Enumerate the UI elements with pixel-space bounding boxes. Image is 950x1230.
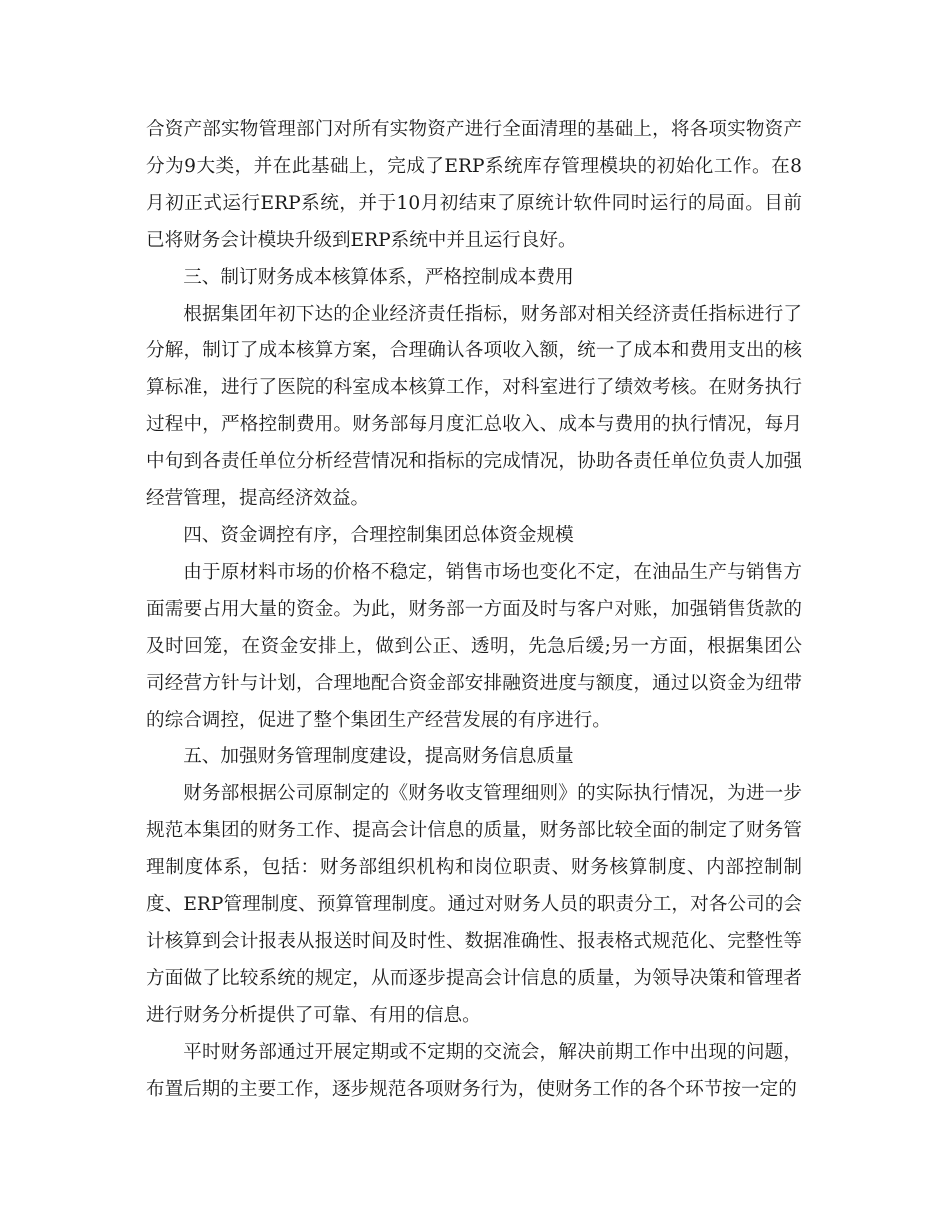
paragraph-fund-control: 由于原材料市场的价格不稳定，销售市场也变化不定，在油品生产与销售方面需要占用大量的资金。为此，财务部一方面及时与客户对账，加强销售货款的及时回笼，在资金安排上，做到公正、透明，先急后缓;另一方面，根据集团公司经营方针与计划，合理地配合资金部安排融资进度与额度，通过以资金为纽带的综合调控，促进了整个集团生产经营发展的有序进行。 <box>146 561 802 731</box>
section-heading-5: 五、加强财务管理制度建设，提高财务信息质量 <box>183 746 574 768</box>
paragraph-cost-accounting: 根据集团年初下达的企业经济责任指标，财务部对相关经济责任指标进行了分解，制订了成本核算方案，合理确认各项收入额，统一了成本和费用支出的核算标准，进行了医院的科室成本核算工作，对科室进行了绩效考核。在财务执行过程中，严格控制费用。财务部每月度汇总收入、成本与费用的执行情况，每月中旬到各责任单位分析经营情况和指标的完成情况，协助各责任单位负责人加强经营管理，提高经济效益。 <box>146 303 802 510</box>
section-heading-3: 三、制订财务成本核算体系，严格控制成本费用 <box>183 266 574 288</box>
section-heading-4: 四、资金调控有序，合理控制集团总体资金规模 <box>183 524 574 546</box>
paragraph-exchange-meetings: 平时财务部通过开展定期或不定期的交流会，解决前期工作中出现的问题，布置后期的主要工作，逐步规范各项财务行为，使财务工作的各个环节按一定的 <box>146 1041 802 1100</box>
paragraph-management-system: 财务部根据公司原制定的《财务收支管理细则》的实际执行情况，为进一步规范本集团的财务工作、提高会计信息的质量，财务部比较全面的制定了财务管理制度体系，包括：财务部组织机构和岗位职责、财务核算制度、内部控制制度、ERP管理制度、预算管理制度。通过对财务人员的职责分工，对各公司的会计核算到会计报表从报送时间及时性、数据准确性、报表格式规范化、完整性等方面做了比较系统的规定，从而逐步提高会计信息的质量，为领导决策和管理者进行财务分析提供了可靠、有用的信息。 <box>146 783 802 1026</box>
paragraph-continued: 合资产部实物管理部门对所有实物资产进行全面清理的基础上，将各项实物资产分为9大类，并在此基础上，完成了ERP系统库存管理模块的初始化工作。在8月初正式运行ERP系统，并于10月初结束了原统计软件同时运行的局面。目前已将财务会计模块升级到ERP系统中并且运行良好。 <box>146 119 802 251</box>
document-body <box>146 112 802 1108</box>
